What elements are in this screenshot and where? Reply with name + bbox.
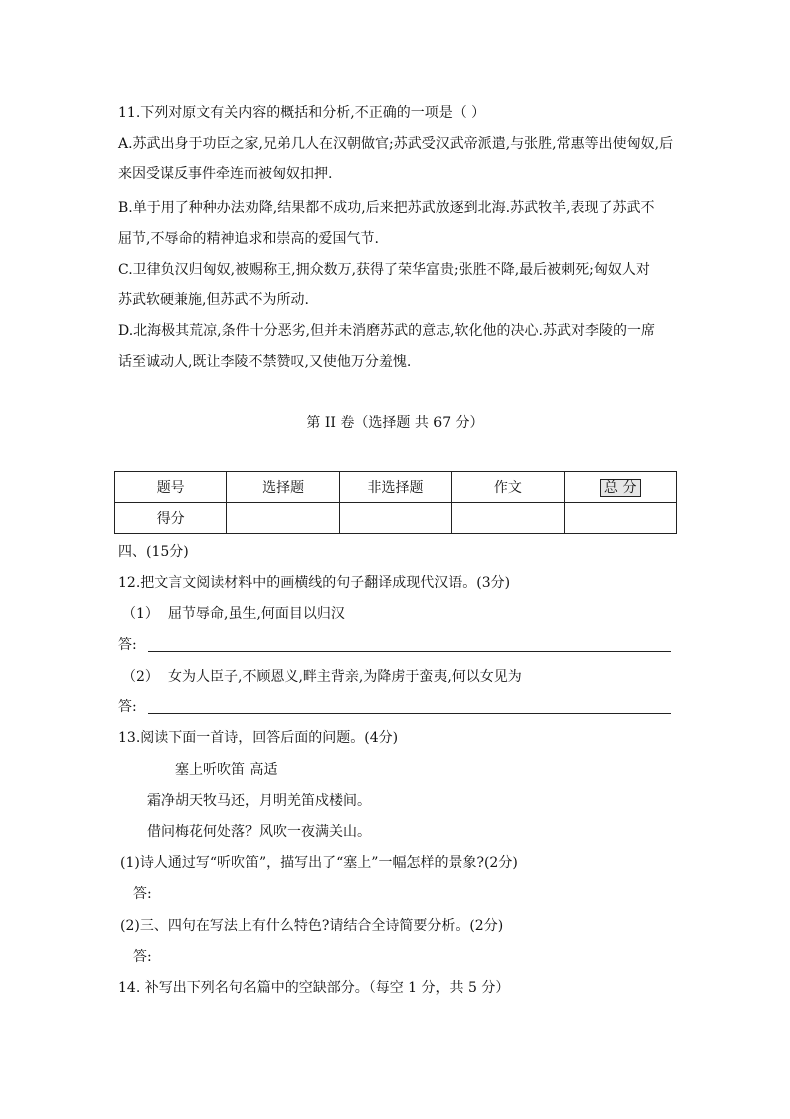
q12-answer-label-2: 答:: [118, 699, 137, 715]
score-cell-choice[interactable]: [227, 503, 339, 534]
score-table-header-cell: 作文: [452, 472, 564, 503]
q14-stem: 14. 补写出下列名句名篇中的空缺部分。（每空 1 分，共 5 分）: [118, 980, 510, 996]
q12-item1-text: 屈节辱命,虽生,何面目以归汉: [168, 606, 345, 622]
q13-sub1: (1)诗人通过写“听吹笛”，描写出了“塞上”一幅怎样的景象?(2分): [120, 855, 518, 871]
section-title: 第 II 卷（选择题 共 67 分）: [306, 415, 484, 431]
score-table-header-cell: 选择题: [227, 472, 339, 503]
part4-heading: 四、(15分): [118, 544, 189, 560]
poem-line-2: 借问梅花何处落？风吹一夜满关山。: [147, 824, 371, 840]
q12-item1-number: （1）: [122, 606, 159, 622]
q13-sub2: (2)三、四句在写法上有什么特色?请结合全诗简要分析。(2分): [120, 918, 504, 934]
q11-option-d-line1: D.北海极其荒凉,条件十分恶劣,但并未消磨苏武的意志,软化他的决心.苏武对李陵的一席: [118, 323, 655, 339]
q11-option-c-line1: C.卫律负汉归匈奴,被赐称王,拥众数万,获得了荣华富贵;张胜不降,最后被刺死;匈奴人对: [118, 262, 650, 278]
q11-option-b-line2: 屈节,不辱命的精神追求和崇高的爱国气节.: [118, 231, 379, 247]
q12-item2-text: 女为人臣子,不顾恩义,畔主背亲,为降虏于蛮夷,何以女见为: [168, 669, 522, 685]
q11-option-d-line2: 话至诚动人,既让李陵不禁赞叹,又使他万分羞愧.: [118, 354, 412, 370]
q12-answer-label-1: 答:: [118, 637, 137, 653]
score-cell-total[interactable]: [564, 503, 676, 534]
score-table-header-cell: [564, 472, 676, 503]
score-cell-essay[interactable]: [452, 503, 564, 534]
total-score-label: 总 分: [600, 479, 640, 497]
q11-option-c-line2: 苏武软硬兼施,但苏武不为所动.: [118, 292, 309, 308]
q11-option-a-line1: A.苏武出身于功臣之家,兄弟几人在汉朝做官;苏武受汉武帝派遣,与张胜,常惠等出使匈奴,后: [118, 136, 674, 152]
q12-item2-number: （2）: [122, 669, 159, 685]
q11-stem: 11.下列对原文有关内容的概括和分析,不正确的一项是（ ）: [118, 105, 486, 121]
poem-title: 塞上听吹笛 高适: [175, 762, 278, 778]
score-table-header-cell: 非选择题: [339, 472, 451, 503]
q11-option-b-line1: B.单于用了种种办法劝降,结果都不成功,后来把苏武放逐到北海.苏武牧羊,表现了苏武不: [118, 200, 655, 216]
score-table-score-row: [115, 503, 677, 534]
q11-option-a-line2: 来因受谋反事件牵连而被匈奴扣押.: [118, 166, 333, 182]
score-table-header-row: [115, 472, 677, 503]
q13-answer-label-2: 答:: [133, 949, 152, 965]
score-row-label: 得分: [115, 503, 227, 534]
score-table: [114, 471, 677, 534]
q12-stem: 12.把文言文阅读材料中的画横线的句子翻译成现代汉语。(3分): [118, 575, 511, 591]
score-table-header-cell: 题号: [115, 472, 227, 503]
q13-answer-label-1: 答:: [133, 886, 152, 902]
q12-answer-line-2[interactable]: [148, 713, 671, 714]
score-cell-nonchoice[interactable]: [339, 503, 451, 534]
q12-answer-line-1[interactable]: [148, 651, 671, 652]
q13-stem: 13.阅读下面一首诗，回答后面的问题。(4分): [118, 730, 399, 746]
poem-line-1: 霜净胡天牧马还，月明羌笛戍楼间。: [147, 793, 371, 809]
